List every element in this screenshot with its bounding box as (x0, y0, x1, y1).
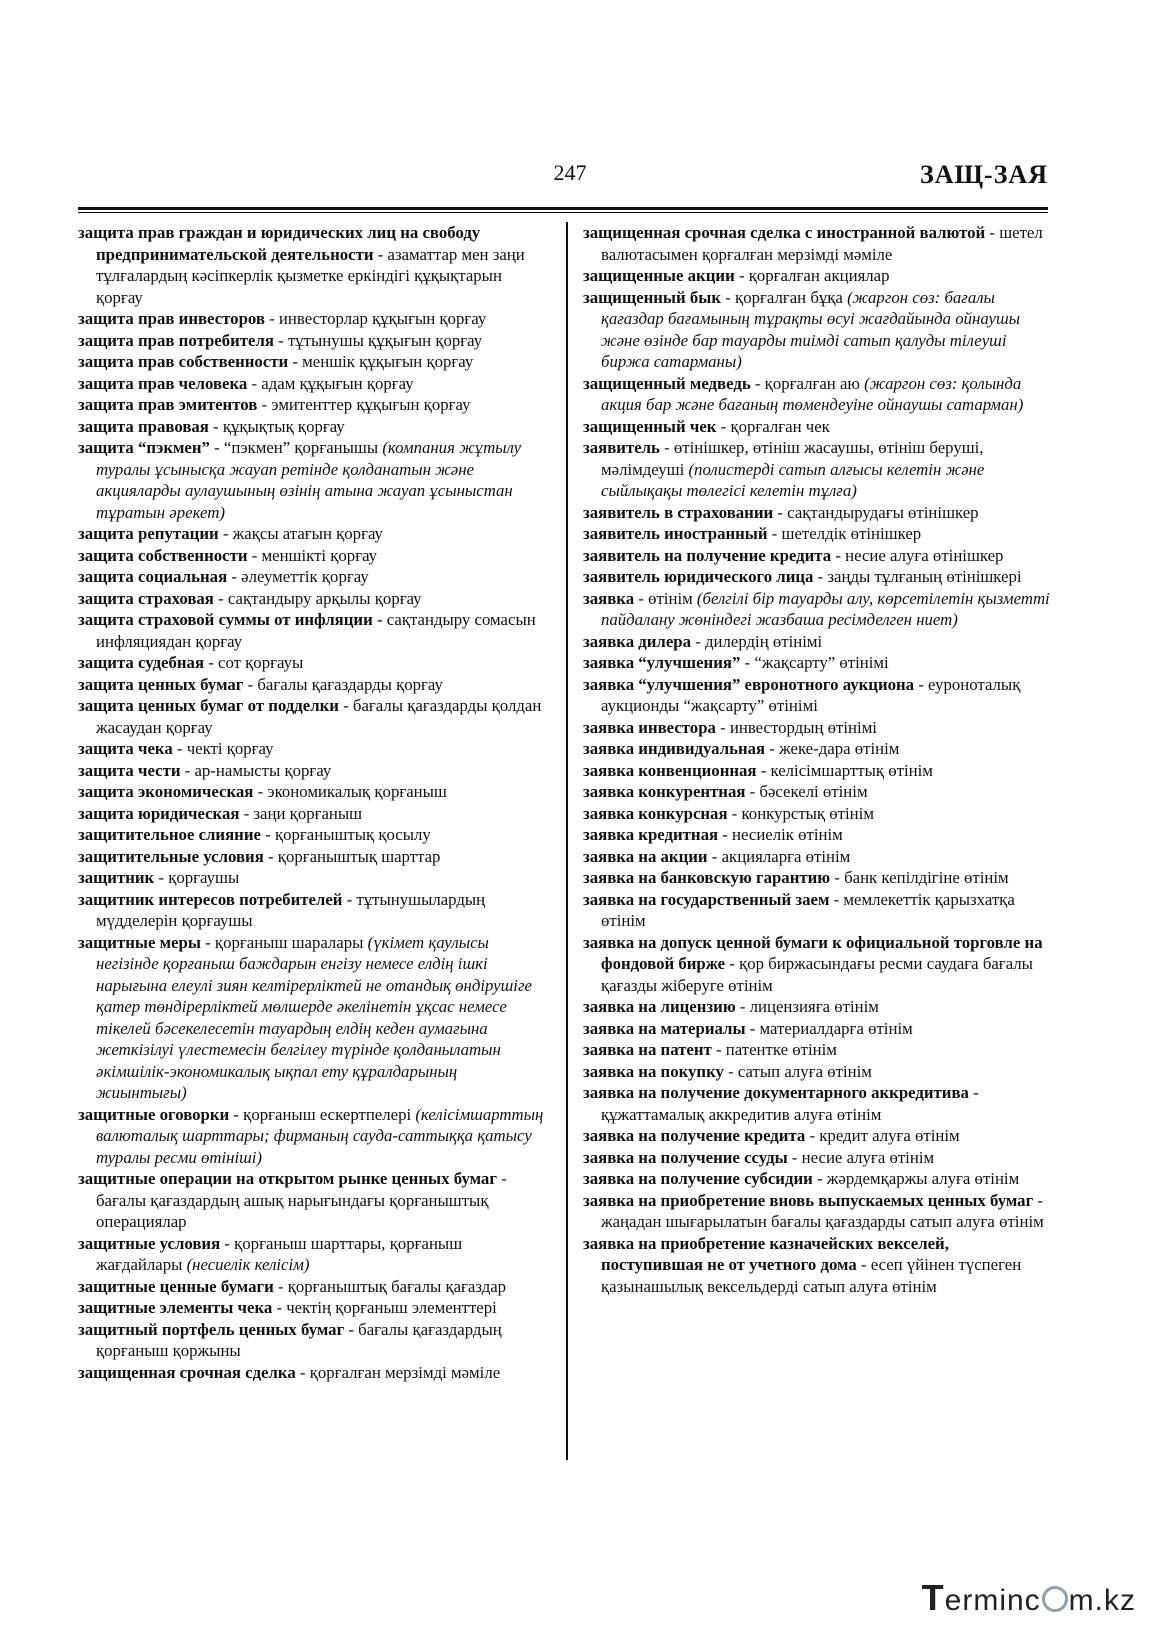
entry-definition: - бағалы қағаздарды қорғау (243, 674, 443, 694)
dictionary-entry (78, 846, 548, 868)
dictionary-entry (583, 1039, 1053, 1061)
entry-definition: - меншікті қорғау (247, 545, 378, 565)
dictionary-entry (78, 609, 548, 652)
entry-term: заявка на получение субсидии (583, 1169, 813, 1188)
entry-term: заявка на акции (583, 846, 708, 866)
entry-definition: - құқықтық қорғау (208, 416, 345, 436)
dictionary-entry (583, 867, 1053, 889)
entry-term: заявка кредитная (583, 825, 719, 844)
dictionary-entry (78, 308, 548, 330)
entry-term: защита “пэкмен” (78, 438, 210, 457)
dictionary-entry (78, 1168, 548, 1233)
dictionary-entry (78, 1276, 548, 1298)
dictionary-entry (78, 588, 548, 610)
dictionary-entry (583, 502, 1053, 524)
dictionary-entry (583, 738, 1053, 760)
entry-definition: - қорғаныш шарттары, қорғаныш жағдайлары (96, 1233, 463, 1274)
entry-term: защищенная срочная сделка с иностранной валютой (583, 223, 986, 242)
entry-definition: - қорғалған чек (716, 416, 830, 436)
dictionary-entry (583, 674, 1053, 717)
entry-term: защита собственности (78, 545, 248, 565)
entry-definition: - материалдарға өтінім (745, 1018, 913, 1038)
entry-term: защита ценных бумаг (78, 674, 244, 694)
entry-definition: - сатып алуға өтінім (723, 1061, 872, 1081)
entry-term: защита ценных бумаг от подделки (78, 696, 339, 715)
dictionary-entry (583, 652, 1053, 674)
header-rule (78, 207, 1048, 210)
entry-definition: - ар-намысты қорғау (180, 760, 332, 780)
entry-term: заявка дилера (583, 631, 692, 651)
entry-note: (компания жұтылу туралы ұсынысқа жауап ретінде қолданатын және акцияларды аулаушының өзінің атына жауап ұсыныстан тұратын әрекет) (96, 438, 522, 522)
entry-definition: - өтінішкер, өтініш жасаушы, өтініш беруші, мәлімдеуші (601, 438, 984, 479)
entry-definition: - адам құқығын қорғау (247, 373, 414, 393)
entry-term: заявка на лицензию (583, 997, 736, 1016)
entry-definition: - чектің қорғаныш элементтері (272, 1298, 497, 1317)
entry-definition: - несие алуға өтінішкер (831, 545, 1004, 565)
entry-definition: - эмитенттер құқығын қорғау (257, 395, 471, 414)
entry-definition: - заңи қорғаныш (239, 803, 363, 823)
dictionary-entry (78, 760, 548, 782)
entry-definition: - сот қорғауы (204, 653, 304, 672)
entry-term: заявка на материалы (583, 1018, 746, 1038)
dictionary-entry (583, 1168, 1053, 1190)
entry-note: (несиелік келісім) (186, 1255, 310, 1274)
entry-definition: - конкурстық өтінім (727, 803, 874, 823)
dictionary-entry (583, 631, 1053, 653)
dictionary-entry (583, 1190, 1053, 1233)
dictionary-entry (583, 523, 1053, 545)
entry-definition: - сақтандырудағы өтінішкер (773, 502, 979, 522)
entry-definition: - бағалы қағаздардың қорғаныш қоржыны (96, 1319, 502, 1360)
dictionary-entry (78, 545, 548, 567)
entry-definition: - акцияларға өтінім (707, 846, 851, 866)
entry-definition: - банк кепілдігіне өтінім (830, 868, 1009, 887)
dictionary-entry (78, 566, 548, 588)
page-number: 247 (553, 160, 587, 185)
running-head: ЗАЩ-ЗАЯ (920, 160, 1048, 189)
entry-term: заявка конкурсная (583, 803, 728, 823)
entry-term: защита чести (78, 760, 181, 780)
dictionary-entry (583, 437, 1053, 502)
dictionary-entry (78, 1104, 548, 1169)
entry-term: защитный портфель ценных бумаг (78, 1319, 345, 1339)
dictionary-entry (583, 1061, 1053, 1083)
entry-term: заявка “улучшения” (583, 653, 741, 672)
entry-term: защита страховая (78, 588, 214, 608)
entry-term: заявка индивидуальная (583, 739, 766, 758)
entry-term: заявка на получение документарного аккредитива (583, 1083, 969, 1102)
dictionary-entry (78, 416, 548, 438)
dictionary-entry (78, 1297, 548, 1319)
entry-term: заявка на получение ссуды (583, 1147, 788, 1167)
dictionary-entry (78, 1362, 548, 1384)
entry-definition: - жеке-дара өтінім (765, 739, 900, 758)
dictionary-entry (78, 351, 548, 373)
entry-definition: - жақсы атағын қорғау (218, 524, 383, 543)
dictionary-entry (583, 373, 1053, 416)
entry-term: защищенные акции (583, 266, 735, 285)
dictionary-entry (583, 932, 1053, 997)
dictionary-entry (78, 1319, 548, 1362)
entry-definition: - құжаттамалық аккредитив алуға өтінім (601, 1083, 979, 1124)
entry-term: заявка на патент (583, 1040, 712, 1059)
entry-definition: - дилердің өтінімі (691, 631, 823, 651)
entry-term: защитные операции на открытом рынке ценных бумаг (78, 1169, 497, 1188)
entry-term: защищенный бык (583, 287, 722, 307)
entry-definition: - чекті қорғау (172, 739, 274, 758)
entry-definition: - мемлекеттік қарызхатқа өтінім (601, 889, 1015, 930)
entry-term: защита прав человека (78, 373, 248, 393)
entry-term: защитительное слияние (78, 825, 261, 844)
entry-term: защитные оговорки (78, 1104, 230, 1124)
entry-note: (белгілі бір тауарды алу, көрсетілетін қызметті пайдалану жөніндегі жазбаша ресімделген ниет) (601, 588, 1050, 629)
entry-term: заявка инвестора (583, 717, 716, 737)
entry-term: заявка на банковскую гарантию (583, 868, 831, 887)
entry-term: защита страховой суммы от инфляции (78, 610, 373, 629)
entry-term: заявка на приобретение вновь выпускаемых ценных бумаг (583, 1190, 1034, 1210)
entry-term: защита юридическая (78, 803, 240, 823)
dictionary-entry (583, 889, 1053, 932)
left-column (78, 222, 548, 1383)
entry-term: защита чека (78, 739, 173, 758)
entry-definition: - қорғалған аю (750, 373, 865, 393)
dictionary-entry (78, 437, 548, 523)
dictionary-entry (78, 824, 548, 846)
dictionary-entry (583, 996, 1053, 1018)
entry-definition: - қорғаныштық бағалы қағаздар (273, 1276, 507, 1296)
dictionary-entry (78, 889, 548, 932)
dictionary-entry (78, 738, 548, 760)
entry-definition: - тұтынушылардың мүдделерін қорғаушы (96, 889, 486, 930)
entry-definition: - жәрдемқаржы алуға өтінім (812, 1169, 1020, 1188)
column-divider (566, 222, 568, 1460)
entry-definition: - сақтандыру арқылы қорғау (213, 588, 422, 608)
entry-term: заявка конкурентная (583, 782, 746, 801)
entry-definition: - меншік құқығын қорғау (288, 352, 474, 371)
entry-definition: - қорғаныш шаралары (200, 932, 368, 952)
entry-term: заявка на получение кредита (583, 1126, 806, 1145)
entry-definition: - қорғаушы (154, 868, 240, 887)
entry-note: (келісімшарттың валюталық шарттары; фирманың сауда-саттыққа қатысу туралы ресми өтініші) (96, 1104, 544, 1167)
entry-definition: - өтінім (634, 588, 697, 608)
entry-definition: - “жақсарту” өтінімі (740, 653, 889, 672)
entry-definition: - тұтынушы құқығын қорғау (273, 330, 483, 350)
entry-term: защитительные условия (78, 846, 264, 866)
dictionary-entry (78, 781, 548, 803)
dictionary-entry (583, 1147, 1053, 1169)
entry-definition: - лицензияға өтінім (735, 997, 879, 1016)
entry-definition: - “пэкмен” қорғанышы (209, 438, 383, 457)
entry-term: защита прав собственности (78, 352, 289, 371)
entry-definition: - несие алуға өтінім (787, 1147, 935, 1167)
header-rule-thin (78, 212, 1048, 213)
entry-term: заявка на государственный заем (583, 889, 830, 909)
entry-term: защитные ценные бумаги (78, 1276, 274, 1296)
dictionary-entry (78, 803, 548, 825)
entry-term: заявитель в страховании (583, 502, 774, 522)
entry-term: защитник интересов потребителей (78, 889, 343, 909)
entry-definition: - келісімшарттық өтінім (756, 760, 933, 780)
entry-term: защитные меры (78, 932, 201, 952)
dictionary-entry (583, 1125, 1053, 1147)
dictionary-entry (583, 588, 1053, 631)
entry-definition: - инвестордың өтінімі (715, 717, 877, 737)
entry-term: защищенный медведь (583, 373, 751, 393)
dictionary-entry (78, 674, 548, 696)
entry-term: защита судебная (78, 653, 205, 672)
dictionary-entry (78, 867, 548, 889)
dictionary-entry (583, 265, 1053, 287)
entry-definition: - кредит алуға өтінім (805, 1126, 960, 1145)
dictionary-entry (583, 545, 1053, 567)
entry-definition: - заңды тұлғаның өтінішкері (813, 567, 1022, 586)
entry-definition: - жаңадан шығарылатын бағалы қағаздарды сатып алуға өтінім (601, 1190, 1044, 1231)
dictionary-entry (583, 781, 1053, 803)
entry-term: защита экономическая (78, 782, 254, 801)
entry-term: заявка на допуск ценной бумаги к официальной торговле на фондовой бирже (583, 932, 1043, 973)
entry-term: защитник (78, 868, 155, 887)
entry-definition: - қорғаныштық шарттар (263, 846, 441, 866)
entry-definition: - қорғалған бұқа (721, 287, 848, 307)
entry-definition: - әлеуметтік қорғау (227, 567, 369, 586)
dictionary-entry (583, 824, 1053, 846)
entry-term: заявитель иностранный (583, 524, 768, 543)
entry-term: защита прав граждан и юридических лиц на свободу предпринимательской деятельности (78, 223, 481, 264)
dictionary-entry (583, 1233, 1053, 1298)
entry-term: заявитель юридического лица (583, 567, 814, 586)
entry-term: заявитель (583, 438, 660, 457)
entry-term: заявка на покупку (583, 1061, 724, 1081)
entry-definition: - еуроноталық аукционды “жақсарту” өтінімі (601, 674, 1021, 715)
dictionary-entry (78, 695, 548, 738)
entry-term: защита прав потребителя (78, 330, 274, 350)
entry-definition: - шетелдік өтінішкер (767, 524, 922, 543)
dictionary-entry (78, 1233, 548, 1276)
dictionary-entry (78, 652, 548, 674)
entry-term: защита социальная (78, 567, 228, 586)
entry-definition: - азаматтар мен заңи тұлғалардың кәсіпкерлік қызметке еркіндігі құқықтарын қорғау (96, 244, 525, 307)
dictionary-entry (583, 760, 1053, 782)
dictionary-entry (583, 717, 1053, 739)
entry-term: защищенный чек (583, 416, 717, 436)
entry-term: защитные условия (78, 1233, 221, 1253)
entry-definition: - бағалы қағаздардың ашық нарығындағы қорғаныштық операциялар (96, 1169, 507, 1231)
entry-definition: - несиелік өтінім (718, 825, 843, 844)
entry-definition: - қорғаныш ескертпелері (229, 1104, 416, 1124)
entry-term: заявка конвенционная (583, 760, 757, 780)
entry-definition: - бағалы қағаздарды қолдан жасаудан қорғау (96, 696, 542, 737)
dictionary-entry (78, 373, 548, 395)
entry-term: защита репутации (78, 524, 219, 543)
dictionary-entry (78, 330, 548, 352)
entry-definition: - инвесторлар құқығын қорғау (264, 309, 487, 328)
entry-definition: - қорғаныштық қосылу (260, 825, 431, 844)
entry-definition: - патентке өтінім (711, 1040, 837, 1059)
entry-note: (полистерді сатып алғысы келетін және сыйлықақы төлегісі келетін тұлға) (601, 459, 985, 500)
entry-term: защита прав эмитентов (78, 395, 258, 414)
right-column (583, 222, 1053, 1297)
entry-definition: - қорғалған акциялар (734, 266, 890, 285)
entry-term: защитные элементы чека (78, 1298, 273, 1317)
entry-term: заявитель на получение кредита (583, 545, 832, 565)
dictionary-entry (583, 1018, 1053, 1040)
entry-definition: - шетел валютасымен қорғалған мерзімді мәміле (601, 223, 1043, 264)
entry-definition: - есеп үйінен түспеген қазынашылық вексельдерді сатып алуға өтінім (601, 1255, 1022, 1296)
dictionary-entry (78, 523, 548, 545)
dictionary-entry (583, 846, 1053, 868)
dictionary-entry (583, 222, 1053, 265)
dictionary-entry (583, 1082, 1053, 1125)
dictionary-entry (583, 287, 1053, 373)
entry-term: защита правовая (78, 416, 209, 436)
entry-definition: - қорғалған мерзімді мәміле (295, 1362, 501, 1382)
entry-term: заявка на приобретение казначейских векселей, поступившая не от учетного дома (583, 1233, 949, 1274)
termincom-logo: Terminc m.kz (921, 1577, 1136, 1618)
entry-definition: - экономикалық қорғаныш (253, 782, 447, 801)
entry-term: защищенная срочная сделка (78, 1362, 296, 1382)
entry-definition: - бәсекелі өтінім (745, 782, 868, 801)
dictionary-entry (78, 932, 548, 1104)
entry-note: (үкімет қаулысы негізінде қорғаныш баждарын енгізу немесе елдің ішкі нарығына елеулі зиян келтірерліктей не отандық өндірушіге қатер төндірерліктей мөлшерде әкелінетін ұқсас немесе тікелей бәсекелесетін тауардың елдің кеден аумағына жеткізілуі үлестемесін белгілеу түрінде қолданылатын әкімшілік-экономикалық ықпал ету құралдарының жиынтығы) (96, 932, 532, 1102)
dictionary-entry (78, 394, 548, 416)
dictionary-entry (583, 416, 1053, 438)
dictionary-entry (583, 566, 1053, 588)
entry-term: заявка (583, 588, 635, 608)
entry-note: (жаргон сөз: бағалы қағаздар бағамының тұрақты өсуі жағдайында ойнаушы және өзінде бар тауарды тиімді сатып қалуды тілеуші биржа сатарманы) (601, 287, 1020, 371)
dictionary-entry (78, 222, 548, 308)
entry-definition: - қор биржасындағы ресми саудаға бағалы қағазды жіберуге өтінім (601, 954, 1033, 995)
entry-term: заявка “улучшения” евронотного аукциона (583, 674, 915, 694)
entry-note: (жаргон сөз: қолында акция бар және бағаның төмендеуіне ойнаушы сатарман) (601, 373, 1024, 414)
entry-term: защита прав инвесторов (78, 309, 265, 328)
entry-definition: - сақтандыру сомасын инфляциядан қорғау (96, 610, 536, 651)
dictionary-entry (583, 803, 1053, 825)
